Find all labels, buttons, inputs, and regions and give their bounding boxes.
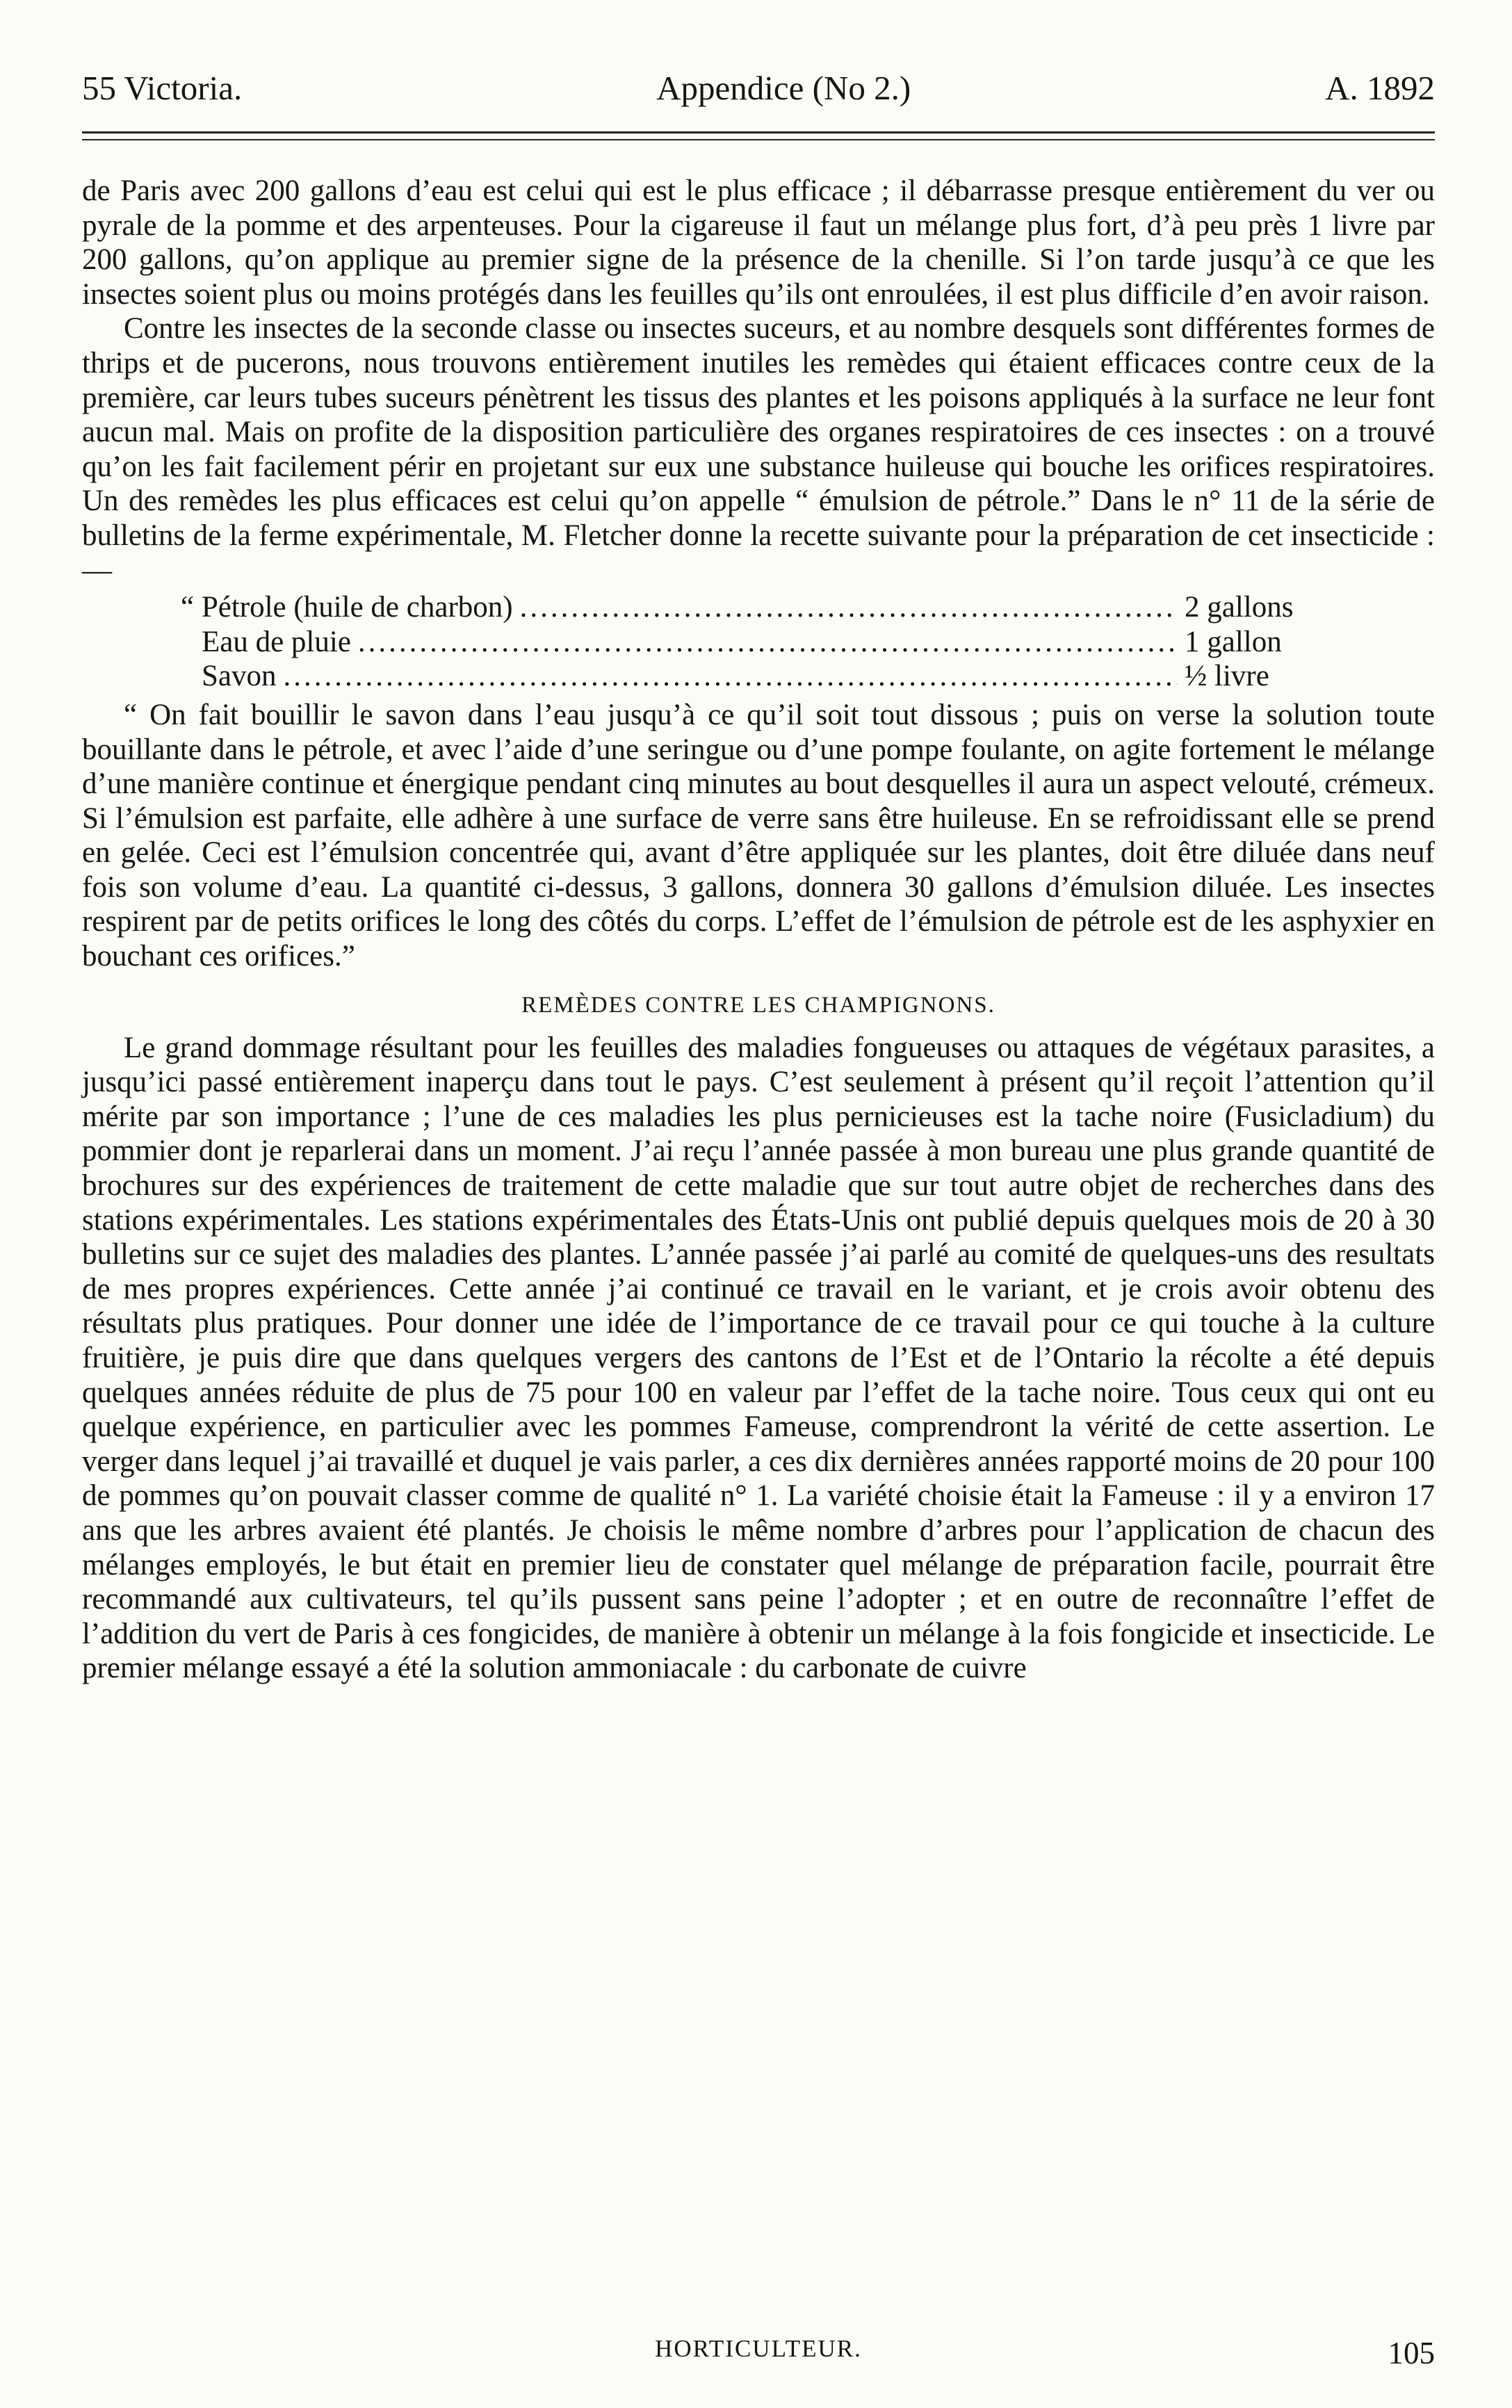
paragraph-1: de Paris avec 200 gallons d’eau est celui qui est le plus efficace ; il débarrasse presque entièrement du ver ou pyrale de la pomme et des arpenteuses. Pour la cigareuse il faut un mélange plus fort, d’à peu près 1 livre par 200 gallons, qu’on applique au premier signe de la présence de la chenille. Si l’on tarde jusqu’à ce que les insectes soient plus ou moins protégés dans les feuilles qu’ils ont enroulées, il est plus difficile d’en avoir raison.: [82, 174, 1435, 311]
paragraph-2: Contre les insectes de la seconde classe ou insectes suceurs, et au nombre desquels sont différentes formes de thrips et de pucerons, nous trouvons entièrement inutiles les remèdes qui étaient efficaces contre ceux de la première, car leurs tubes suceurs pénètrent les tissus des plantes et les poisons appliqués à la surface ne leur font aucun mal. Mais on profite de la disposition particulière des organes respiratoires de ces insectes : on a trouvé qu’on les fait facilement périr en projetant sur eux une substance huileuse qui bouche les orifices respiratoires. Un des remèdes les plus efficaces est celui qu’on appelle “ émulsion de pétrole.” Dans le n° 11 de la série de bulletins de la ferme expérimentale, M. Fletcher donne la recette suivante pour la préparation de cet insecticide :—: [82, 312, 1435, 587]
recipe-list: [82, 590, 1435, 694]
running-head: [82, 66, 1435, 111]
recipe-row: [82, 659, 1435, 694]
header-right: A. 1892: [1325, 69, 1435, 107]
recipe-quantity: ½ livre: [1185, 660, 1269, 693]
recipe-ingredient: Savon: [202, 660, 277, 693]
page: [82, 66, 1435, 2374]
recipe-ingredient: Eau de pluie: [202, 625, 351, 658]
recipe-ingredient: “ Pétrole (huile de charbon): [181, 591, 513, 624]
leader-dots: [358, 625, 1178, 660]
page-number: 105: [1388, 2336, 1435, 2370]
header-center: Appendice (No 2.): [656, 69, 911, 107]
body-text: [82, 174, 1435, 1686]
recipe-quantity: 2 gallons: [1185, 591, 1294, 624]
header-left: 55 Victoria.: [82, 69, 243, 107]
leader-dots: [520, 590, 1178, 625]
recipe-row: [82, 625, 1435, 660]
paragraph-3: “ On fait bouillir le savon dans l’eau jusqu’à ce qu’il soit tout dissous ; puis on verse la solution toute bouillante dans le pétrole, et avec l’aide d’une seringue ou d’une pompe foulante, on agite fortement le mélange d’une manière continue et énergique pendant cinq minutes au bout desquelles il aura un aspect velouté, crémeux. Si l’émulsion est parfaite, elle adhère à une surface de verre sans être huileuse. En se refroidissant elle se prend en gelée. Ceci est l’émulsion concentrée qui, avant d’être appliquée sur les plantes, doit être diluée dans neuf fois son volume d’eau. La quantité ci-dessus, 3 gallons, donnera 30 gallons d’émulsion diluée. Les insectes respirent par de petits orifices le long des côtés du corps. L’effet de l’émulsion de pétrole est de les asphyxier en bouchant ces orifices.”: [82, 698, 1435, 973]
recipe-quantity: 1 gallon: [1185, 625, 1282, 658]
header-double-rule: [82, 131, 1435, 140]
recipe-row: [82, 590, 1435, 625]
section-heading: REMÈDES CONTRE LES CHAMPIGNONS.: [521, 992, 995, 1018]
footer-title: HORTICULTEUR.: [655, 2335, 862, 2362]
paragraph-4: Le grand dommage résultant pour les feuilles des maladies fongueuses ou attaques de végétaux parasites, a jusqu’ici passé entièrement inaperçu dans tout le pays. C’est seulement à présent qu’il reçoit l’attention qu’il mérite par son importance ; l’une de ces maladies les plus pernicieuses est la tache noire (Fusicladium) du pommier dont je reparlerai dans un moment. J’ai reçu l’année passée à mon bureau une plus grande quantité de brochures sur des expériences de traitement de cette maladie que sur tout autre objet de recherches dans des stations expérimentales. Les stations expérimentales des États-Unis ont publié depuis quelques mois de 20 à 30 bulletins sur ce sujet des maladies des plantes. L’année passée j’ai parlé au comité de quelques-uns des resultats de mes propres expériences. Cette année j’ai continué ce travail en le variant, et je crois avoir obtenu des résultats plus pratiques. Pour donner une idée de l’importance de ce travail pour ce qui touche à la culture fruitière, je puis dire que dans quelques vergers des cantons de l’Est et de l’Ontario la récolte a été depuis quelques années réduite de plus de 75 pour 100 en valeur par l’effet de la tache noire. Tous ceux qui ont eu quelque expérience, en particulier avec les pommes Fameuse, comprendront la vérité de cette assertion. Le verger dans lequel j’ai travaillé et duquel je vais parler, a ces dix dernières années rapporté moins de 20 pour 100 de pommes qu’on pouvait classer comme de qualité n° 1. La variété choisie était la Fameuse : il y a environ 17 ans que les arbres avaient été plantés. Je choisis le même nombre d’arbres pour l’application de chacun des mélanges employés, le but était en premier lieu de constater quel mélange de préparation facile, pourrait être recommandé aux cultivateurs, tel qu’ils pussent sans peine l’adopter ; et en outre de reconnaître l’effet de l’addition du vert de Paris à ces fongicides, de manière à obtenir un mélange à la fois fongicide et insecticide. Le premier mélange essayé a été la solution ammoniacale : du carbonate de cuivre: [82, 1031, 1435, 1685]
leader-dots: [284, 659, 1178, 694]
page-footer: [82, 2335, 1435, 2374]
